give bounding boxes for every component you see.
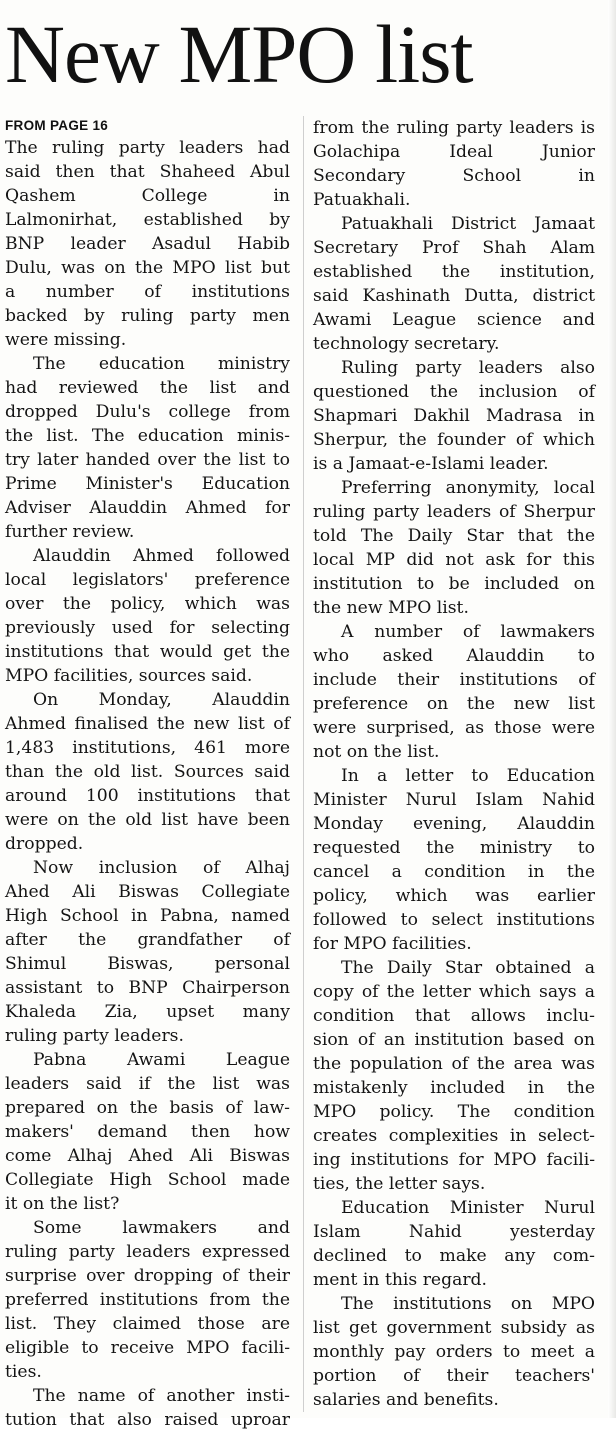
text-line: Awami League science and [313,310,595,330]
text-line: The ruling party leaders had [5,138,290,158]
text-line: copy of the letter which says a [313,982,595,1002]
text-line: told The Daily Star that the [313,526,595,546]
text-line: than the old list. Sources said [5,762,290,782]
text-line: list get government subsidy as [313,1318,595,1338]
text-line: Lalmonirhat, established by [5,210,290,230]
text-line: MPO policy. The condition [313,1102,595,1122]
text-line: were on the old list have been [5,810,290,830]
text-line: The name of another insti- [33,1386,290,1406]
text-line: surprise over dropping of their [5,1266,290,1286]
text-line: try later handed over the list to [5,450,290,470]
text-line: dropped. [5,834,84,854]
text-line: ing institutions for MPO facili- [313,1150,595,1170]
text-line: come Alhaj Ahed Ali Biswas [5,1146,290,1166]
text-line: assistant to BNP Chairperson [5,978,290,998]
text-line: The institutions on MPO [341,1294,595,1314]
text-line: ment in this regard. [313,1270,488,1290]
left-column-lines [5,136,290,1432]
text-line: for MPO facilities. [313,934,472,954]
text-line: institutions that would get the [5,642,290,662]
right-column-lines [313,116,595,1412]
text-line: ties, the letter says. [313,1174,486,1194]
text-line: said Kashinath Dutta, district [313,286,595,306]
text-line: The Daily Star obtained a [341,958,595,978]
text-line: salaries and benefits. [313,1390,499,1410]
text-line: Sherpur, the founder of which [313,430,595,450]
text-line: after the grandfather of [5,930,290,950]
left-column [5,116,290,1432]
text-line: High School in Pabna, named [5,906,290,926]
text-line: the list. The education minis- [5,426,290,446]
text-line: ruling party leaders. [5,1026,184,1046]
text-line: Shimul Biswas, personal [5,954,290,974]
text-line: preference on the new list [313,694,595,714]
text-line: BNP leader Asadul Habib [5,234,290,254]
text-line: Patuakhali. [313,190,411,210]
text-line: Alauddin Ahmed followed [33,546,290,566]
text-line: Collegiate High School made [5,1170,290,1190]
text-line: A number of lawmakers [341,622,595,642]
text-line: who asked Alauddin to [313,646,595,666]
text-line: it on the list? [5,1194,120,1214]
text-line: requested the ministry to [313,838,595,858]
text-line: creates complexities in select- [313,1126,595,1146]
text-line: local MP did not ask for this [313,550,595,570]
text-line: Secondary School in [313,166,595,186]
text-line: Ahmed finalised the new list of [5,714,290,734]
text-line: ties. [5,1362,42,1382]
text-line: had reviewed the list and [5,378,290,398]
text-line: previously used for selecting [5,618,290,638]
text-line: Dulu, was on the MPO list but [5,258,290,278]
text-line: is a Jamaat-e-Islami leader. [313,454,549,474]
text-line: sion of an institution based on [313,1030,595,1050]
text-line: In a letter to Education [341,766,595,786]
column-divider [303,116,304,1412]
text-line: Patuakhali District Jamaat [341,214,595,234]
page-edge-shadow [608,0,616,1418]
text-line: over the policy, which was [5,594,290,614]
text-line: Pabna Awami League [33,1050,290,1070]
text-line: Some lawmakers and [33,1218,290,1238]
text-line: institution to be included on [313,574,595,594]
text-line: around 100 institutions that [5,786,290,806]
text-line: Islam Nahid yesterday [313,1222,595,1242]
right-column [313,116,595,1412]
text-line: dropped Dulu's college from [5,402,290,422]
text-line: preferred institutions from the [5,1290,290,1310]
text-line: list. They claimed those are [5,1314,290,1334]
text-line: Golachipa Ideal Junior [313,142,595,162]
text-line: the population of the area was [313,1054,595,1074]
text-line: makers' demand then how [5,1122,290,1142]
text-line: Secretary Prof Shah Alam [313,238,595,258]
text-line: questioned the inclusion of [313,382,595,402]
text-line: eligible to receive MPO facili- [5,1338,290,1358]
text-line: portion of their teachers' [313,1366,595,1386]
text-line: local legislators' preference [5,570,290,590]
text-line: a number of institutions [5,282,290,302]
text-line: mistakenly included in the [313,1078,595,1098]
text-line: from the ruling party leaders is [313,118,595,138]
text-line: ruling party leaders expressed [5,1242,290,1262]
text-line: Now inclusion of Alhaj [33,858,290,878]
text-line: policy, which was earlier [313,886,595,906]
text-line: Khaleda Zia, upset many [5,1002,290,1022]
text-line: The education ministry [33,354,290,374]
text-line: Shapmari Dakhil Madrasa in [313,406,595,426]
text-line: Preferring anonymity, local [341,478,595,498]
text-line: Ahed Ali Biswas Collegiate [5,882,290,902]
text-line: Prime Minister's Education [5,474,290,494]
text-line: followed to select institutions [313,910,595,930]
text-line: Education Minister Nurul [341,1198,595,1218]
text-line: were missing. [5,330,127,350]
text-line: tution that also raised uproar [5,1410,290,1430]
text-line: MPO facilities, sources said. [5,666,253,686]
text-line: ruling party leaders of Sherpur [313,502,595,522]
text-line: technology secretary. [313,334,500,354]
text-line: Ruling party leaders also [341,358,595,378]
text-line: said then that Shaheed Abul [5,162,290,182]
text-line: were surprised, as those were [313,718,595,738]
text-line: Monday evening, Alauddin [313,814,595,834]
text-line: leaders said if the list was [5,1074,290,1094]
text-line: further review. [5,522,135,542]
text-line: 1,483 institutions, 461 more [5,738,290,758]
text-line: On Monday, Alauddin [33,690,290,710]
from-page-kicker: FROM PAGE 16 [5,118,109,133]
text-line: monthly pay orders to meet a [313,1342,595,1362]
headline: New MPO list [5,8,473,100]
text-line: Qashem College in [5,186,290,206]
text-line: Adviser Alauddin Ahmed for [5,498,290,518]
text-line: Minister Nurul Islam Nahid [313,790,595,810]
text-line: include their institutions of [313,670,595,690]
text-line: prepared on the basis of law- [5,1098,290,1118]
text-line: backed by ruling party men [5,306,290,326]
text-line: declined to make any com- [313,1246,595,1266]
text-line: not on the list. [313,742,440,762]
text-line: the new MPO list. [313,598,469,618]
text-line: condition that allows inclu- [313,1006,595,1026]
text-line: established the institution, [313,262,595,282]
text-line: cancel a condition in the [313,862,595,882]
